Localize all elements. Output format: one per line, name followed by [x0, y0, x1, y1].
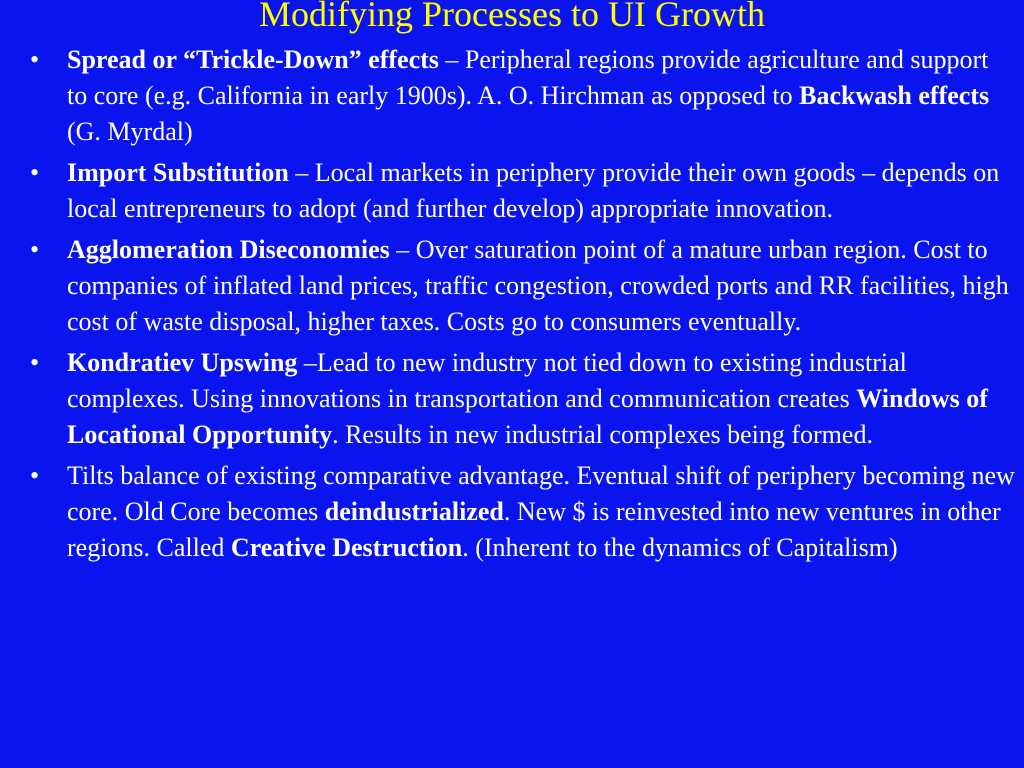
bullet-dot-icon: • — [30, 348, 40, 377]
bullet-text: – Over saturation point of a mature urban region. Cost to companies of inflated land prices, traffic congestion, crowded ports and RR facilities, high cost of waste disposal, higher taxes. Costs go to consumers eventually. — [67, 235, 1009, 336]
bullet-term: Backwash effects — [799, 81, 990, 110]
bullet-item — [30, 232, 1015, 340]
bullet-dot-icon: • — [30, 45, 40, 74]
bullet-text: . Results in new industrial complexes being formed. — [332, 420, 873, 449]
bullet-text: – Local markets in periphery provide their own goods – depends on local entrepreneurs to adopt (and further develop) appropriate innovation. — [67, 158, 1000, 223]
bullet-item — [30, 42, 1015, 150]
bullet-text: –Lead to new industry not tied down to existing industrial complexes. Using innovations in transportation and communication creates — [67, 348, 907, 413]
bullet-dot-icon: • — [30, 235, 40, 264]
bullet-term: Import Substitution — [67, 158, 289, 187]
bullet-text: (G. Myrdal) — [67, 117, 193, 146]
bullet-term: Creative Destruction — [230, 533, 463, 562]
bullet-text: Tilts balance of existing comparative advantage. Eventual shift of periphery becoming new core. Old Core becomes — [67, 461, 1015, 526]
bullet-text: – Peripheral regions provide agriculture and support to core (e.g. California in early 1900s). A. O. Hirchman as opposed to — [67, 45, 989, 110]
bullet-text: . (Inherent to the dynamics of Capitalism) — [462, 533, 898, 562]
bullet-item — [30, 155, 1015, 227]
bullet-item — [30, 345, 1015, 453]
bullet-term: Kondratiev Upswing — [67, 348, 298, 377]
bullet-item — [30, 458, 1015, 566]
bullet-dot-icon: • — [30, 461, 40, 490]
bullet-term: Spread or “Trickle-Down” effects — [67, 45, 439, 74]
bullet-term: Windows of Locational Opportunity — [67, 384, 988, 449]
bullet-term: Agglomeration Diseconomies — [67, 235, 390, 264]
slide-title: Modifying Processes to UI Growth — [259, 0, 765, 34]
bullet-list — [30, 42, 1015, 571]
bullet-text: . New $ is reinvested into new ventures in other regions. Called — [67, 497, 1001, 562]
bullet-term: deindustrialized — [324, 497, 504, 526]
bullet-dot-icon: • — [30, 158, 40, 187]
